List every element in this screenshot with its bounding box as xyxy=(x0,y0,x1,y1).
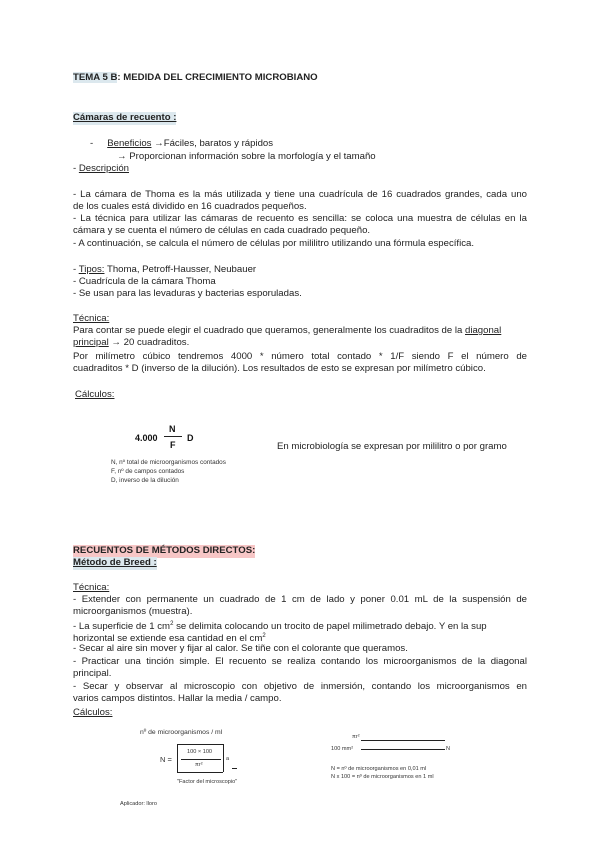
breed-s4-l2: principal. xyxy=(73,668,112,679)
desc-p2-l1: - La técnica para utilizar las cámaras de recuento es sencilla: se coloca una muestra de células en la xyxy=(73,213,527,224)
breed-right-bottom-line xyxy=(361,749,445,750)
breed-formula-fraction-bar xyxy=(181,759,221,760)
formula-num: N xyxy=(169,424,176,434)
tecnica-p1-l1a: Para contar se puede elegir el cuadrado que queramos, generalmente los cuadraditos de la xyxy=(73,325,465,336)
beneficios-text: →Fáciles, baratos y rápidos xyxy=(151,138,274,149)
tecnica-p2-l1: Por milímetro cúbico tendremos 4000 * número total contado * 1/F siendo F el número de xyxy=(73,351,527,362)
breed-formula-a: a xyxy=(226,756,230,762)
breed-s2-sup2: 2 xyxy=(262,633,266,639)
section-heading-directos: RECUENTOS DE MÉTODOS DIRECTOS: xyxy=(73,545,256,556)
tecnica-p1-l1b: diagonal xyxy=(465,325,502,336)
tecnica-p1-l1 xyxy=(73,325,501,338)
breed-s2-sup: 2 xyxy=(170,621,174,627)
breed-right-left: 100 mm² xyxy=(331,746,354,752)
beneficios-label: Beneficios xyxy=(107,138,152,149)
breed-right-leg1: N = nº de microorganismos en 0,01 ml xyxy=(331,766,427,772)
breed-formula-den: πr² xyxy=(195,762,203,768)
breed-formula-neq: N = xyxy=(160,755,172,764)
desc-p3: - A continuación, se calcula el número de células por mililitro utilizando una fórmula específica. xyxy=(73,238,475,249)
breed-formula-num: 100 × 100 xyxy=(187,749,213,755)
breed-s2-l1a: - La superficie de 1 cm xyxy=(73,621,171,633)
breed-heading: Método de Breed : xyxy=(73,557,157,568)
breed-formula-dash xyxy=(232,768,237,769)
tipos-prefix: - xyxy=(73,264,79,275)
formula-legend-f: F, nº de campos contados xyxy=(111,468,185,475)
breed-formula-top: nº de microorganismos / ml xyxy=(140,729,223,736)
calculos-label: Cálculos: xyxy=(75,389,115,400)
tecnica-p2-l2: cuadraditos * D (inverso de la dilución). Los resultados de esto se expresan por milímetro cúbico. xyxy=(73,363,486,374)
cuadricula-line: - Cuadrícula de la cámara Thoma xyxy=(73,276,216,287)
breed-s2-l2a: horizontal se extiende esa cantidad en el cm xyxy=(73,633,263,645)
breed-s5-l1: - Secar y observar al microscopio con objetivo de inmersión, contando los microorganismos en xyxy=(73,681,527,692)
descripcion-prefix: - xyxy=(73,163,79,174)
beneficios-line xyxy=(90,138,273,151)
formula-fraction-bar xyxy=(164,436,182,437)
title-rest: : MEDIDA DEL CRECIMIENTO MICROBIANO xyxy=(117,72,318,83)
tecnica-p1-l2b: → 20 cuadraditos. xyxy=(108,337,190,348)
formula-coef: 4.000 xyxy=(135,433,158,443)
desc-p2-l2: cámara y se cuenta el número de células en cada cuadrado pequeño. xyxy=(73,225,371,236)
beneficios-sub: → Proporcionan información sobre la morfología y el tamaño xyxy=(117,151,376,162)
formula-legend-n: N, nº total de microorganismos contados xyxy=(111,459,226,466)
page-title xyxy=(73,72,318,85)
breed-formula-top-line xyxy=(177,744,223,745)
breed-s2-l1b: se delimita colocando un trocito de papel milimetrado debajo. Y en la sup xyxy=(173,621,487,633)
breed-tecnica-label: Técnica: xyxy=(73,582,110,593)
descripcion-line xyxy=(73,163,129,176)
beneficios-dash: - xyxy=(90,138,94,149)
breed-calculos-label: Cálculos: xyxy=(73,707,113,718)
breed-right-leg2: N x 100 = nº de microorganismos en 1 ml xyxy=(331,774,434,780)
breed-formula-right-bracket xyxy=(223,744,224,772)
breed-formula-left-bracket xyxy=(177,744,178,772)
desc-p1-l1: - La cámara de Thoma es la más utilizada y tiene una cuadrícula de 16 cuadrados grandes, cada uno xyxy=(73,189,527,200)
breed-s5-l2: varios campos distintos. Hallar la media / campo. xyxy=(73,693,282,704)
levaduras-line: - Se usan para las levaduras y bacterias esporuladas. xyxy=(73,288,302,299)
breed-s4-l1: - Practicar una tinción simple. El recuento se realiza contando los microorganismos de la diagonal xyxy=(73,656,527,667)
tecnica-p1-l2 xyxy=(73,337,189,350)
breed-s3: - Secar al aire sin mover y fijar al calor. Se tiñe con el colorante que queramos. xyxy=(73,643,408,654)
tipos-text: Thoma, Petroff-Hausser, Neubauer xyxy=(104,264,257,275)
title-prefix: TEMA 5 B xyxy=(73,72,118,83)
side-note: En microbiología se expresan por mililitro o por gramo xyxy=(277,441,507,452)
breed-right-top: πr² xyxy=(352,734,360,740)
desc-p1-l2: de los cuales está dividido en 16 cuadrados pequeños. xyxy=(73,201,307,212)
breed-formula-bottom-line xyxy=(177,772,223,773)
tipos-line xyxy=(73,264,256,277)
breed-formula-aplicador: Aplicador: lloro xyxy=(120,801,157,807)
tecnica-label: Técnica: xyxy=(73,313,110,324)
breed-s1-l1: - Extender con permanente un cuadrado de 1 cm de lado y poner 0.01 mL de la suspensión de xyxy=(73,594,527,605)
formula-legend-d: D, inverso de la dilución xyxy=(111,477,179,484)
formula-d: D xyxy=(187,433,194,443)
breed-right-top-line xyxy=(361,740,445,741)
breed-s1-l2: microorganismos (muestra). xyxy=(73,606,193,617)
formula-den: F xyxy=(170,440,176,450)
section-heading-camaras: Cámaras de recuento : xyxy=(73,112,177,123)
breed-right-n: N xyxy=(446,746,451,752)
tipos-label: Tipos: xyxy=(78,264,105,275)
tecnica-p1-l2a: principal xyxy=(73,337,109,348)
breed-formula-factor: "Factor del microscopio" xyxy=(177,779,238,785)
descripcion-label: Descripción xyxy=(78,163,129,174)
